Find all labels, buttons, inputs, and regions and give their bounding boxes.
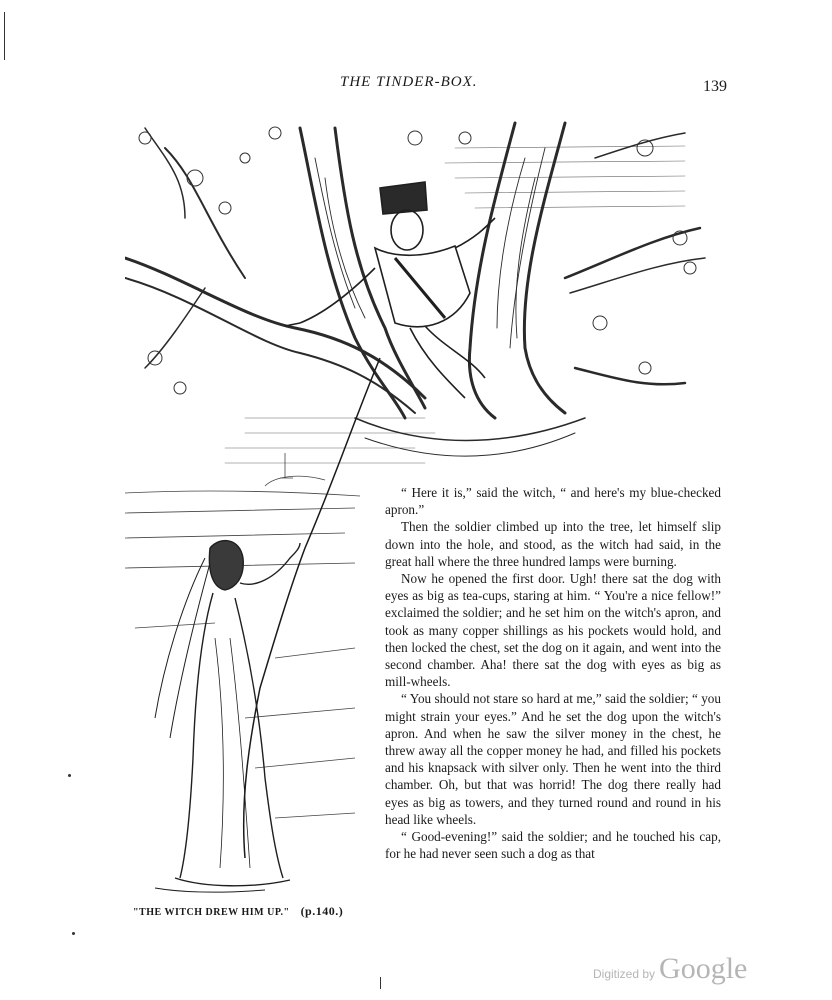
watermark-prefix: Digitized by — [593, 967, 656, 981]
digitized-watermark — [593, 952, 747, 986]
illustration-caption — [133, 904, 343, 919]
running-head: THE TINDER-BOX. — [340, 74, 478, 90]
margin-speck — [72, 932, 75, 935]
body-text — [385, 484, 721, 862]
paragraph: Then the soldier climbed up into the tree, let himself slip down into the hole, and stood, as the witch had said, in the great hall where the three hundred lamps were burning. — [385, 519, 721, 569]
caption-text: "THE WITCH DREW HIM UP." — [133, 907, 290, 918]
google-logo: Google — [659, 952, 748, 985]
margin-line — [380, 977, 381, 989]
witch-figure — [155, 541, 300, 892]
margin-line — [4, 12, 5, 60]
paragraph: “ You should not stare so hard at me,” said the soldier; “ you might strain your eyes.” And he set the dog upon the witch's apron. And when he saw the silver money in the chest, he threw away all the copper money he had, and filled his pockets and his knapsack with silver only. Then he went into the third chamber. Oh, but that was horrid! The dog there really had eyes as big as towers, and they turned round and round in his head like wheels. — [385, 691, 721, 827]
page-number: 139 — [703, 78, 727, 95]
tree-engraving — [125, 123, 705, 463]
paragraph: “ Good-evening!” said the soldier; and he touched his cap, for he had never seen such a dog as that — [385, 829, 721, 862]
paragraph: Now he opened the first door. Ugh! there sat the dog with eyes as big as tea-cups, staring at him. “ You're a nice fellow!” exclaimed the soldier; and he set him on the witch's apron, and took as many copper shillings as his pockets would hold, and then locked the chest, set the dog on it again, and went into the second chamber. Aha! there sat the dog with eyes as big as mill-wheels. — [385, 571, 721, 690]
caption-page-ref: (p.140.) — [300, 904, 344, 918]
margin-speck — [68, 774, 71, 777]
paragraph: “ Here it is,” said the witch, “ and here's my blue-checked apron.” — [385, 485, 721, 518]
